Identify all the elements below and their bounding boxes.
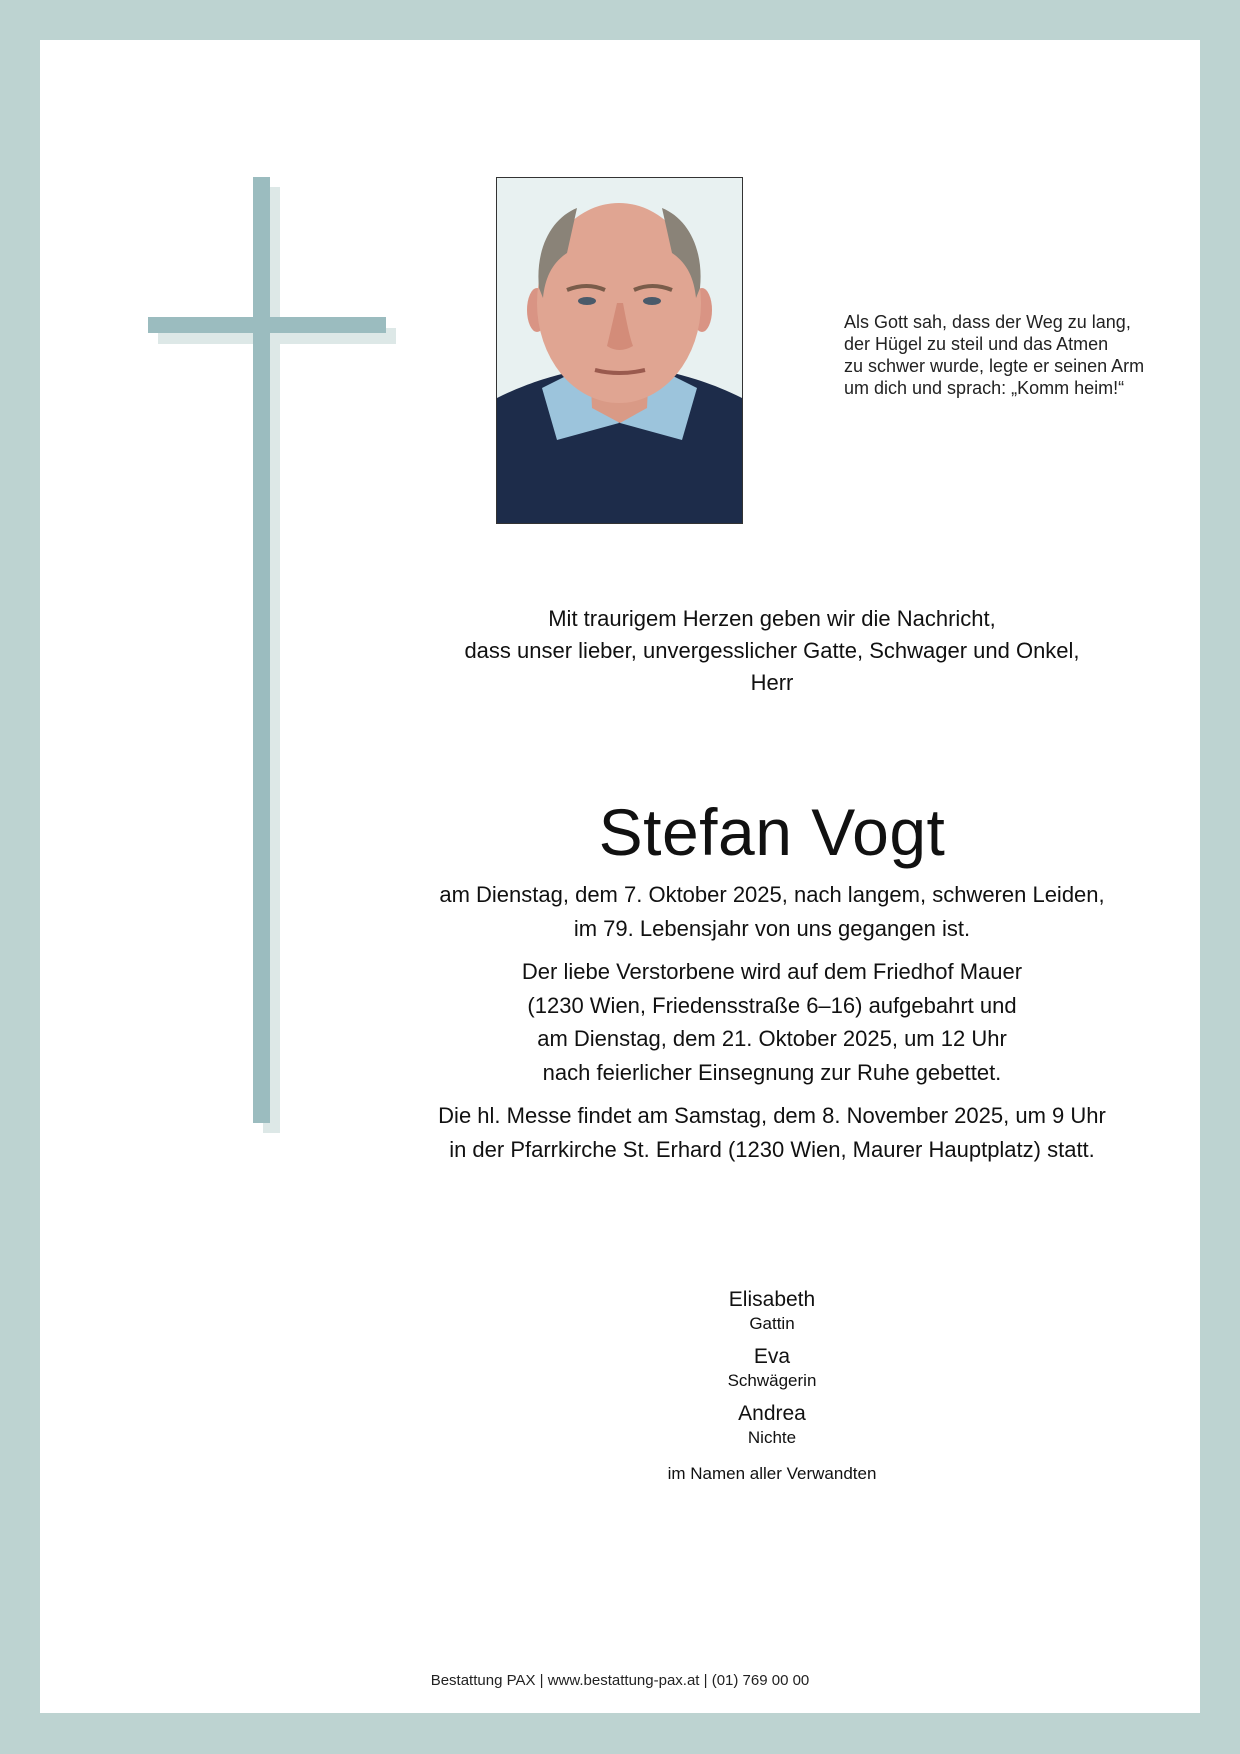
detail-line: im 79. Lebensjahr von uns gegangen ist. (573, 915, 971, 941)
quote-line: zu schwer wurde, legte er seinen Arm (844, 356, 1145, 376)
mourner-entry (370, 1287, 1174, 1335)
mourner-name: Eva (753, 1345, 791, 1368)
detail-line: Die hl. Messe findet am Samstag, dem 8. November 2025, um 9 Uhr (438, 1103, 1106, 1128)
mourner-relation: Gattin (749, 1314, 795, 1333)
cross-icon-beam (148, 317, 386, 333)
mourner-name: Elisabeth (728, 1288, 816, 1311)
quote-line: um dich und sprach: „Komm heim!“ (844, 378, 1125, 398)
mourner-name: Andrea (738, 1402, 806, 1425)
quote-line: der Hügel zu steil und das Atmen (844, 334, 1109, 354)
mourner-relation: Schwägerin (727, 1371, 817, 1390)
mourner-relation: Nichte (747, 1428, 797, 1447)
closing-line: im Namen aller Verwandten (667, 1464, 877, 1483)
intro-line: Mit traurigem Herzen geben wir die Nachricht, (548, 606, 996, 631)
mourner-entry (370, 1401, 1174, 1449)
detail-line: Der liebe Verstorbene wird auf dem Friedhof Mauer (521, 959, 1023, 984)
obituary-page (40, 40, 1200, 1713)
burial-paragraph (370, 955, 1174, 1089)
announcement-details (370, 878, 1174, 1176)
detail-line: in der Pfarrkirche St. Erhard (1230 Wien, Maurer Hauptplatz) statt. (449, 1136, 1095, 1162)
detail-line: (1230 Wien, Friedensstraße 6–16) aufgebahrt und (527, 992, 1017, 1018)
death-paragraph (370, 878, 1174, 945)
quote-line: Als Gott sah, dass der Weg zu lang, (844, 312, 1131, 332)
detail-line: nach feierlicher Einsegnung zur Ruhe gebettet. (542, 1059, 1002, 1085)
memorial-quote (844, 311, 1174, 399)
intro-line: Herr (750, 670, 794, 695)
detail-line: am Dienstag, dem 7. Oktober 2025, nach langem, schweren Leiden, (439, 882, 1105, 907)
mourner-entry (370, 1344, 1174, 1392)
deceased-name: Stefan Vogt (598, 795, 946, 869)
announcement-intro (370, 603, 1174, 699)
mourners-list (370, 1287, 1174, 1485)
intro-line: dass unser lieber, unvergesslicher Gatte, Schwager und Onkel, (464, 638, 1080, 663)
funeral-home-footer: Bestattung PAX | www.bestattung-pax.at | (01) 769 00 00 (430, 1672, 810, 1689)
mass-paragraph (370, 1099, 1174, 1166)
portrait-photo (496, 177, 743, 524)
detail-line: am Dienstag, dem 21. Oktober 2025, um 12 Uhr (537, 1026, 1007, 1051)
